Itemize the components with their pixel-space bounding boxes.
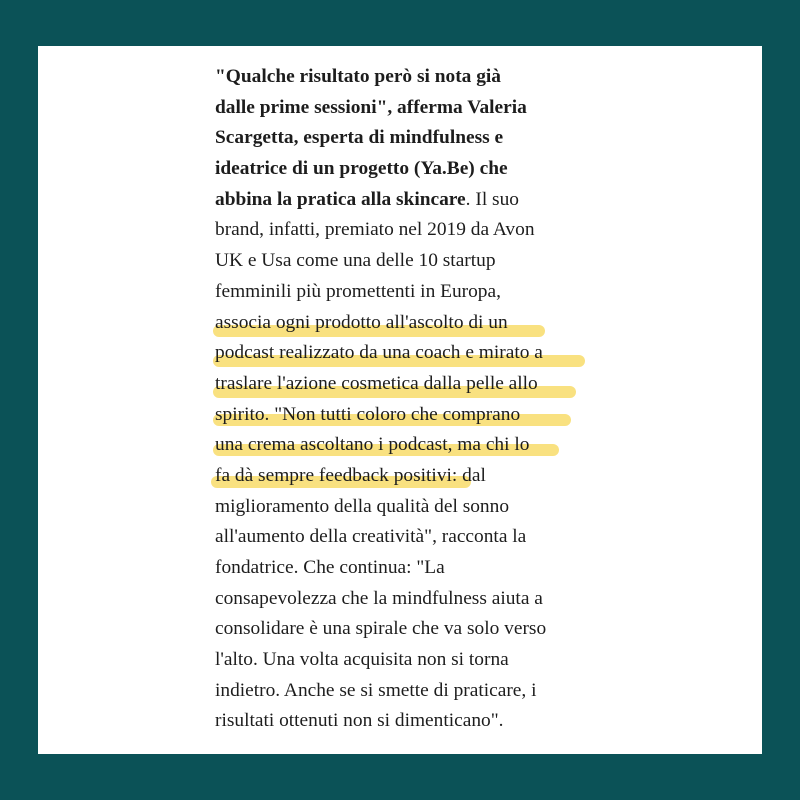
paragraph-line	[215, 369, 595, 400]
paragraph-line	[215, 154, 595, 185]
paragraph-line	[215, 123, 595, 154]
paragraph-line	[215, 62, 595, 93]
text-segment: consolidare è una spirale che va solo verso	[215, 618, 547, 640]
bold-text-segment: ideatrice di un progetto (Ya.Be) che	[215, 158, 508, 180]
bold-text-segment: Scargetta, esperta di mindfulness e	[215, 127, 504, 149]
bold-text-segment: abbina la pratica alla skincare	[215, 188, 466, 210]
paragraph-line	[215, 614, 595, 645]
text-segment: indietro. Anche se si smette di praticare, i	[215, 679, 537, 701]
text-segment: all'aumento della creatività", racconta la	[215, 526, 527, 548]
text-segment: . Il suo	[465, 188, 519, 210]
text-segment: brand, infatti, premiato nel 2019 da Avon	[215, 219, 535, 241]
paragraph-line	[215, 676, 595, 707]
paragraph-line	[215, 215, 595, 246]
paragraph-line	[215, 185, 595, 216]
text-segment: traslare l'azione cosmetica dalla pelle allo	[215, 372, 538, 394]
paragraph-line	[215, 461, 595, 492]
paragraph-line	[215, 645, 595, 676]
paragraph-line	[215, 522, 595, 553]
text-segment: risultati ottenuti non si dimenticano".	[215, 710, 504, 732]
paragraph-line	[215, 553, 595, 584]
paragraph-line	[215, 706, 595, 737]
text-segment: consapevolezza che la mindfulness aiuta a	[215, 587, 543, 609]
paragraph-line	[215, 400, 595, 431]
text-segment: : dal	[451, 464, 486, 486]
text-segment: una crema ascoltano i podcast, ma chi lo	[215, 434, 530, 456]
paragraph-line	[215, 430, 595, 461]
bold-text-segment: dalle prime sessioni", afferma Valeria	[215, 96, 527, 118]
text-segment: l'alto. Una volta acquisita non si torna	[215, 649, 509, 671]
text-segment: fondatrice. Che continua: "La	[215, 557, 445, 578]
paragraph-line	[215, 584, 595, 615]
paragraph-line	[215, 308, 595, 339]
article-card	[38, 46, 762, 754]
paragraph-line	[215, 93, 595, 124]
text-segment: femminili più promettenti in Europa,	[215, 280, 501, 302]
paragraph-line	[215, 338, 595, 369]
paragraph-line	[215, 277, 595, 308]
text-segment: podcast realizzato da una coach e mirato a	[215, 342, 543, 364]
article-paragraph	[215, 62, 595, 737]
text-segment: miglioramento della qualità del sonno	[215, 495, 510, 517]
paragraph-line	[215, 246, 595, 277]
paragraph-line	[215, 492, 595, 523]
text-segment: associa ogni prodotto all'ascolto di un	[215, 311, 508, 333]
text-segment: fa dà sempre feedback positivi	[215, 464, 452, 486]
text-segment: UK e Usa come una delle 10 startup	[215, 250, 496, 272]
text-segment: spirito. "Non tutti coloro che comprano	[215, 403, 521, 425]
bold-text-segment: "Qualche risultato però si nota già	[215, 66, 502, 87]
